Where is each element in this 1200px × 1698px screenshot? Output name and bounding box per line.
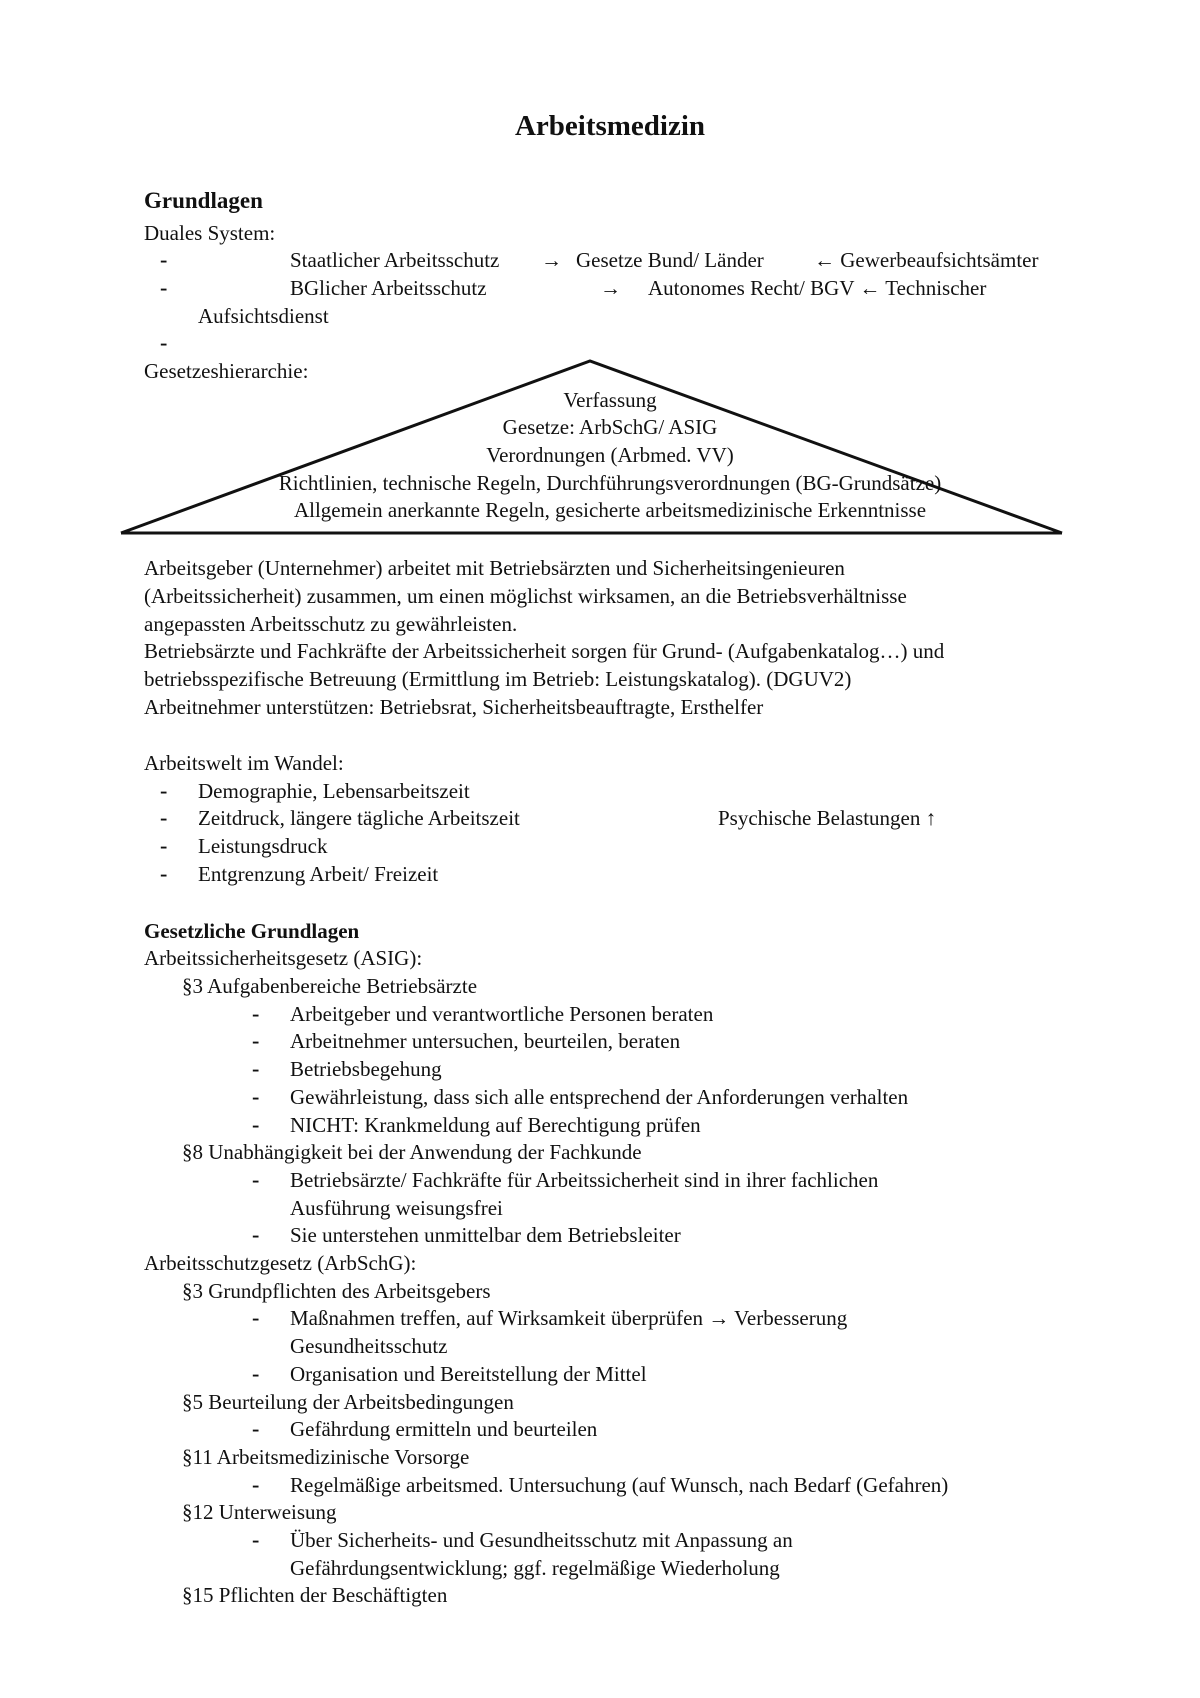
- paragraph-heading: §3 Grundpflichten des Arbeitsgebers: [182, 1279, 491, 1303]
- list-item: Entgrenzung Arbeit/ Freizeit: [198, 862, 439, 886]
- paragraph-line: angepassten Arbeitsschutz zu gewährleisten.: [144, 612, 518, 636]
- paragraph-heading: §11 Arbeitsmedizinische Vorsorge: [182, 1445, 470, 1469]
- list-item: Gewährleistung, dass sich alle entsprechend der Anforderungen verhalten: [290, 1085, 909, 1109]
- wandel-label: Arbeitswelt im Wandel:: [144, 751, 344, 775]
- list-item: Arbeitnehmer untersuchen, beurteilen, beraten: [290, 1029, 681, 1053]
- page-title: Arbeitsmedizin: [514, 110, 706, 142]
- list-item-cont: Ausführung weisungsfrei: [290, 1196, 503, 1220]
- list-item: Organisation und Bereitstellung der Mittel: [290, 1362, 647, 1386]
- dash-bullet: -: [160, 330, 168, 355]
- list-item: Maßnahmen treffen, auf Wirksamkeit überprüfen → Verbesserung: [290, 1306, 848, 1330]
- dash-bullet: -: [252, 1167, 260, 1192]
- wandel-note: Psychische Belastungen ↑: [718, 806, 937, 830]
- dash-bullet: -: [252, 1084, 260, 1109]
- pyramid-level: Allgemein anerkannte Regeln, gesicherte arbeitsmedizinische Erkenntnisse: [293, 498, 927, 522]
- dash-bullet: -: [160, 247, 168, 272]
- section-heading-grundlagen: Grundlagen: [144, 188, 263, 213]
- list-item: Demographie, Lebensarbeitszeit: [198, 779, 470, 803]
- list-item: Betriebsärzte/ Fachkräfte für Arbeitssicherheit sind in ihrer fachlichen: [290, 1168, 879, 1192]
- dash-bullet: -: [160, 778, 168, 803]
- list-item-cont: Gefährdungsentwicklung; ggf. regelmäßige Wiederholung: [290, 1556, 780, 1580]
- list-item: NICHT: Krankmeldung auf Berechtigung prüfen: [290, 1113, 701, 1137]
- pyramid-level: Verordnungen (Arbmed. VV): [486, 443, 734, 467]
- row1-text-c: ← Gewerbeaufsichtsämter: [814, 248, 1039, 272]
- pyramid-level: Verfassung: [563, 388, 657, 412]
- pyramid-level: Richtlinien, technische Regeln, Durchführungsverordnungen (BG-Grundsätze): [278, 471, 942, 495]
- dash-bullet: -: [160, 861, 168, 886]
- list-item: Sie unterstehen unmittelbar dem Betriebsleiter: [290, 1223, 681, 1247]
- list-item: Über Sicherheits- und Gesundheitsschutz mit Anpassung an: [290, 1528, 793, 1552]
- dash-bullet: -: [252, 1416, 260, 1441]
- row2-text-a: BGlicher Arbeitsschutz: [290, 276, 487, 300]
- row2-text-cont: Aufsichtsdienst: [198, 304, 329, 328]
- asig-label: Arbeitssicherheitsgesetz (ASIG):: [144, 946, 423, 970]
- row2-text-b: Autonomes Recht/ BGV ← Technischer: [648, 276, 987, 300]
- dash-bullet: -: [252, 1001, 260, 1026]
- dash-bullet: -: [252, 1112, 260, 1137]
- paragraph-heading: §3 Aufgabenbereiche Betriebsärzte: [182, 974, 478, 998]
- list-item: Leistungsdruck: [198, 834, 328, 858]
- paragraph-heading: §8 Unabhängigkeit bei der Anwendung der Fachkunde: [182, 1140, 642, 1164]
- list-item-cont: Gesundheitsschutz: [290, 1334, 448, 1358]
- dash-bullet: -: [160, 805, 168, 830]
- paragraph-heading: §12 Unterweisung: [182, 1500, 337, 1524]
- gesetzeshierarchie-label: Gesetzeshierarchie:: [144, 359, 309, 383]
- dash-bullet: -: [252, 1028, 260, 1053]
- dash-bullet: -: [252, 1527, 260, 1552]
- section-heading-gesetzliche-grundlagen: Gesetzliche Grundlagen: [144, 919, 360, 943]
- paragraph-line: Betriebsärzte und Fachkräfte der Arbeitssicherheit sorgen für Grund- (Aufgabenkatalog…) und: [144, 639, 945, 663]
- list-item: Zeitdruck, längere tägliche Arbeitszeit: [198, 806, 520, 830]
- pyramid-level: Gesetze: ArbSchG/ ASIG: [502, 415, 718, 439]
- dash-bullet: -: [252, 1056, 260, 1081]
- dash-bullet: -: [252, 1361, 260, 1386]
- dash-bullet: -: [160, 275, 168, 300]
- row1-text-a: Staatlicher Arbeitsschutz: [290, 248, 500, 272]
- paragraph-heading: §15 Pflichten der Beschäftigten: [182, 1583, 448, 1607]
- list-item: Arbeitgeber und verantwortliche Personen beraten: [290, 1002, 714, 1026]
- row1-text-b: Gesetze Bund/ Länder: [576, 248, 764, 272]
- paragraph-line: Arbeitsgeber (Unternehmer) arbeitet mit Betriebsärzten und Sicherheitsingenieuren: [144, 556, 845, 580]
- list-item: Regelmäßige arbeitsmed. Untersuchung (auf Wunsch, nach Bedarf (Gefahren): [290, 1473, 949, 1497]
- row2-arrow: →: [600, 276, 621, 300]
- paragraph-heading: §5 Beurteilung der Arbeitsbedingungen: [182, 1390, 514, 1414]
- list-item: Gefährdung ermitteln und beurteilen: [290, 1417, 598, 1441]
- list-item: Betriebsbegehung: [290, 1057, 442, 1081]
- row1-arrow: →: [541, 248, 562, 272]
- duales-system-label: Duales System:: [144, 221, 276, 245]
- dash-bullet: -: [160, 833, 168, 858]
- paragraph-line: Arbeitnehmer unterstützen: Betriebsrat, Sicherheitsbeauftragte, Ersthelfer: [144, 695, 764, 719]
- paragraph-line: betriebsspezifische Betreuung (Ermittlung im Betrieb: Leistungskatalog). (DGUV2): [144, 667, 852, 691]
- dash-bullet: -: [252, 1305, 260, 1330]
- dash-bullet: -: [252, 1222, 260, 1247]
- dash-bullet: -: [252, 1472, 260, 1497]
- paragraph-line: (Arbeitssicherheit) zusammen, um einen möglichst wirksamen, an die Betriebsverhältnisse: [144, 584, 907, 608]
- arbschg-label: Arbeitsschutzgesetz (ArbSchG):: [144, 1251, 417, 1275]
